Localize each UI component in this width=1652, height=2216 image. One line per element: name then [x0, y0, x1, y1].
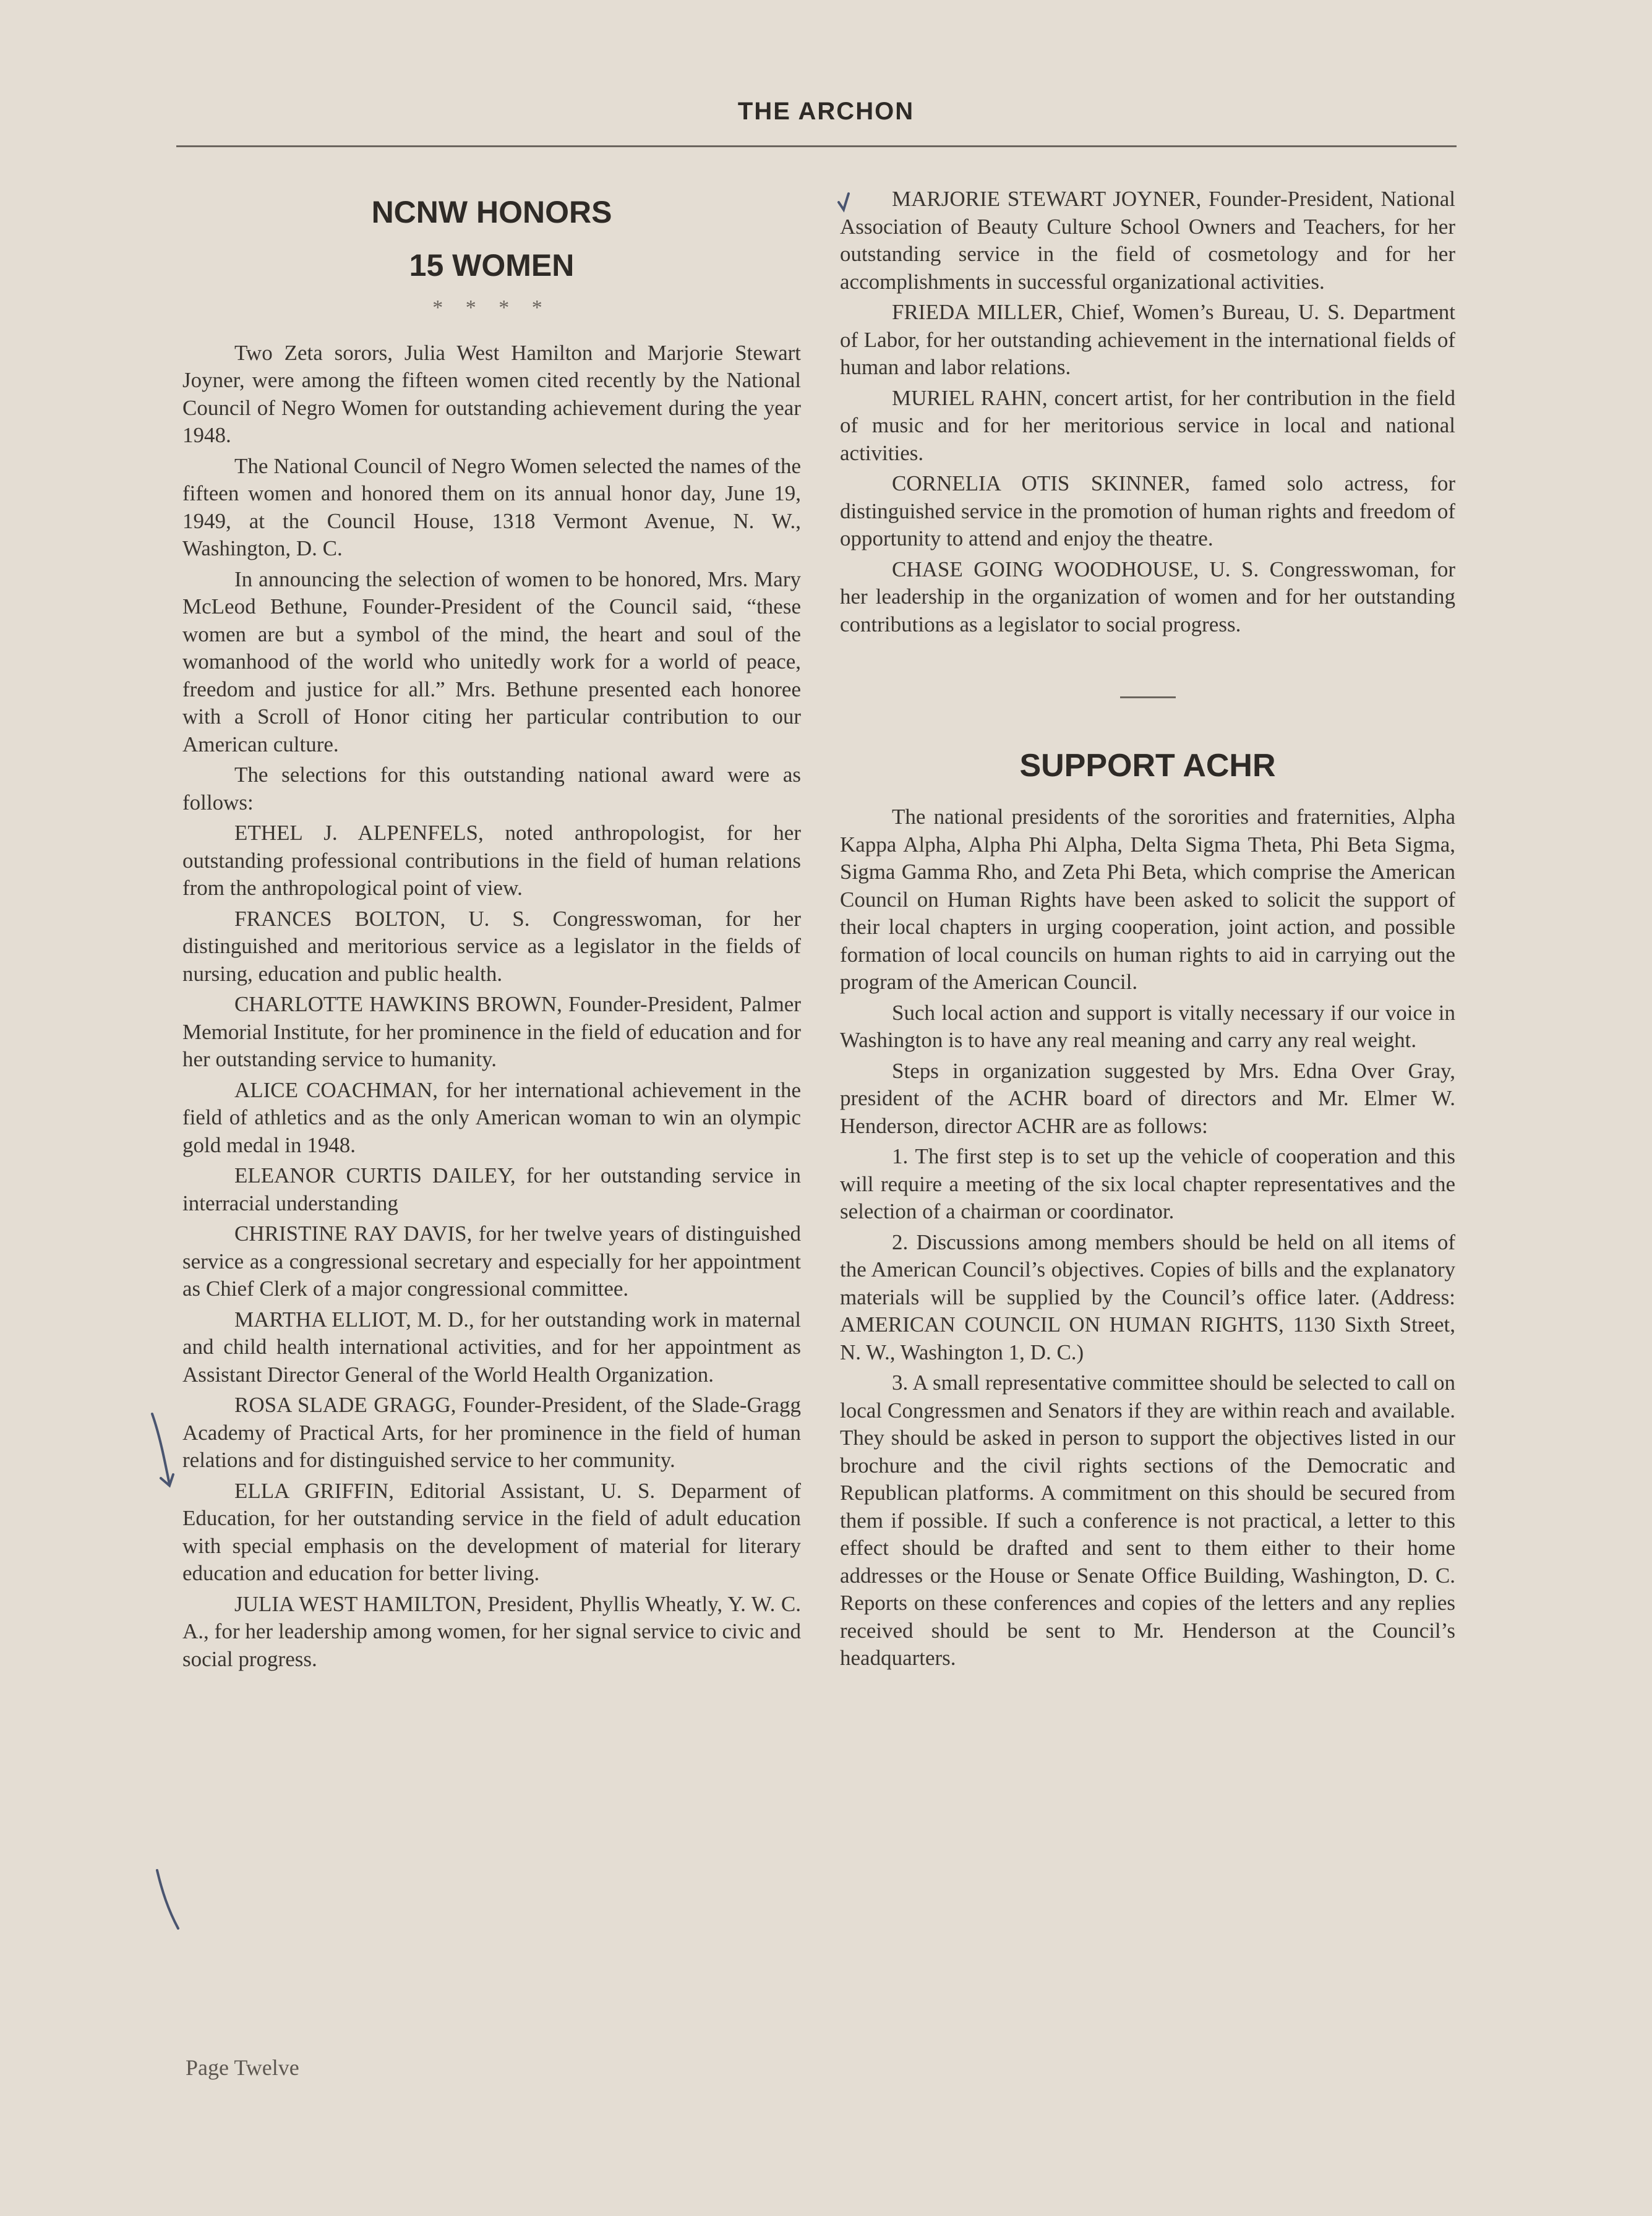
honoree-entry: MARTHA ELLIOT, M. D., for her outstanding work in maternal and child health international activities, and for her appointment as Assistant Director General of the World Health Organization. [182, 1307, 801, 1387]
section-headline: SUPPORT ACHR [1019, 748, 1276, 784]
honoree-entry: ROSA SLADE GRAGG, Founder-President, of the Slade-Gragg Academy of Practical Arts, for her prominence in the field of human relations and for distinguished service to her community. [182, 1393, 801, 1472]
honoree-entry: CHARLOTTE HAWKINS BROWN, Founder-President, Palmer Memorial Institute, for her prominence in the field of education and for her outstanding service to humanity. [182, 992, 801, 1071]
pencil-margin-mark [147, 1410, 184, 1497]
paragraph: The National Council of Negro Women selected the names of the fifteen women and honored them on its annual honor day, June 19, 1949, at the Council House, 1318 Vermont Avenue, N. W., Washington, D. C. [182, 453, 801, 560]
paragraph: The national presidents of the sororities and fraternities, Alpha Kappa Alpha, Alpha Phi Alpha, Delta Sigma Theta, Phi Beta Sigma, Sigma Gamma Rho, and Zeta Phi Beta, which comprise the American Council on Human Rights have been asked to solicit the support of their local chapters in urging cooperation, joint action, and possible formation of local councils on human rights to aid in carrying out the program of the American Council. [840, 805, 1455, 994]
honoree-entry: FRIEDA MILLER, Chief, Women’s Bureau, U. S. Department of Labor, for her outstanding achievement in the international fields of human and labor relations. [840, 300, 1455, 379]
honoree-entry: MURIEL RAHN, concert artist, for her contribution in the field of music and for her meritorious service in local and national activities. [840, 385, 1455, 465]
honoree-entry: MARJORIE STEWART JOYNER, Founder-President, National Association of Beauty Culture School Owners and Teachers, for her outstanding service in the field of cosmetology and for her accomplishments in successful organizational activities. [840, 187, 1455, 294]
numbered-step: 1. The first step is to set up the vehicle of cooperation and this will require a meeting of the six local chapter representatives and the selection of a chairman or coordinator. [840, 1144, 1455, 1223]
honoree-entry: CHRISTINE RAY DAVIS, for her twelve years of distinguished service as a congressional secretary and especially for her appointment as Chief Clerk of a major congressional committee. [182, 1221, 801, 1301]
honoree-entry: CHASE GOING WOODHOUSE, U. S. Congresswoman, for her leadership in the organization of women and for her outstanding contributions as a legislator to social progress. [840, 557, 1455, 636]
headline-line-1: NCNW HONORS [371, 195, 612, 229]
paragraph: The selections for this outstanding national award were as follows: [182, 763, 801, 815]
headline-line-2: 15 WOMEN [409, 248, 575, 283]
honoree-entry: JULIA WEST HAMILTON, President, Phyllis Wheatly, Y. W. C. A., for her leadership among women, for her signal service to civic and social progress. [182, 1591, 801, 1671]
honoree-entry: ELEANOR CURTIS DAILEY, for her outstanding service in interracial understanding [182, 1163, 801, 1215]
pencil-margin-mark [153, 1867, 184, 1935]
article-headline [182, 186, 801, 292]
honoree-entry: FRANCES BOLTON, U. S. Congresswoman, for her distinguished and meritorious service as a legislator in the fields of nursing, education and public health. [182, 906, 801, 986]
numbered-step: 2. Discussions among members should be held on all items of the American Council’s objectives. Copies of bills and the explanatory materials will be supplied by the Council’s office later. (Address: AMERICAN COUNCIL ON HUMAN RIGHTS, 1130 Sixth Street, N. W., Washington 1, D. C.) [840, 1230, 1455, 1364]
paragraph: In announcing the selection of women to be honored, Mrs. Mary McLeod Bethune, Founder-President of the Council said, “these women are but a symbol of the mind, the heart and soul of the womanhood of the world who unitedly work for a world of peace, freedom and justice for all.” Mrs. Bethune presented each honoree with a Scroll of Honor citing her particular contribution to our American culture. [182, 567, 801, 756]
header-rule [176, 145, 1457, 147]
section-divider [1120, 696, 1176, 698]
paragraph: Such local action and support is vitally necessary if our voice in Washington is to have any real meaning and carry any real weight. [840, 1000, 1455, 1052]
pencil-check-mark [835, 189, 860, 220]
paragraph: Steps in organization suggested by Mrs. Edna Over Gray, president of the ACHR board of directors and Mr. Elmer W. Henderson, director ACHR are as follows: [840, 1058, 1455, 1138]
numbered-step: 3. A small representative committee should be selected to call on local Congressmen and Senators if they are within reach and available. They should be asked in person to support the objectives listed in our brochure and the civil rights sections of the Democratic and Republican platforms. A commitment on this should be secured from them if possible. If such a conference is not practical, a letter to this effect should be drafted and sent to them either to their home addresses or the House or Senate Office Building, Washington, D. C. Reports on these conferences and copies of the letters and any replies received should be sent to Mr. Henderson at the Council’s headquarters. [840, 1371, 1455, 1670]
honoree-entry: ELLA GRIFFIN, Editorial Assistant, U. S. Deparment of Education, for her outstanding service in the field of adult education with special emphasis on the development of material for literary education and education for better living. [182, 1478, 801, 1585]
left-column [182, 186, 801, 1676]
running-head: THE ARCHON [737, 98, 915, 125]
honoree-entry: CORNELIA OTIS SKINNER, famed solo actress, for distinguished service in the promotion of human rights and freedom of opportunity to attend and enjoy the theatre. [840, 471, 1455, 550]
page-number-footer: Page Twelve [186, 2055, 299, 2080]
honoree-entry: ETHEL J. ALPENFELS, noted anthropologist, for her outstanding professional contributions in the field of human relations from the anthropological point of view. [182, 821, 801, 900]
ornament-stars: * * * * [432, 296, 551, 319]
paragraph: Two Zeta sorors, Julia West Hamilton and Marjorie Stewart Joyner, were among the fifteen women cited recently by the National Council of Negro Women for outstanding achievement during the year 1948. [182, 340, 801, 447]
right-column [840, 186, 1455, 1675]
honoree-entry: ALICE COACHMAN, for her international achievement in the field of athletics and as the only American woman to win an olympic gold medal in 1948. [182, 1077, 801, 1157]
